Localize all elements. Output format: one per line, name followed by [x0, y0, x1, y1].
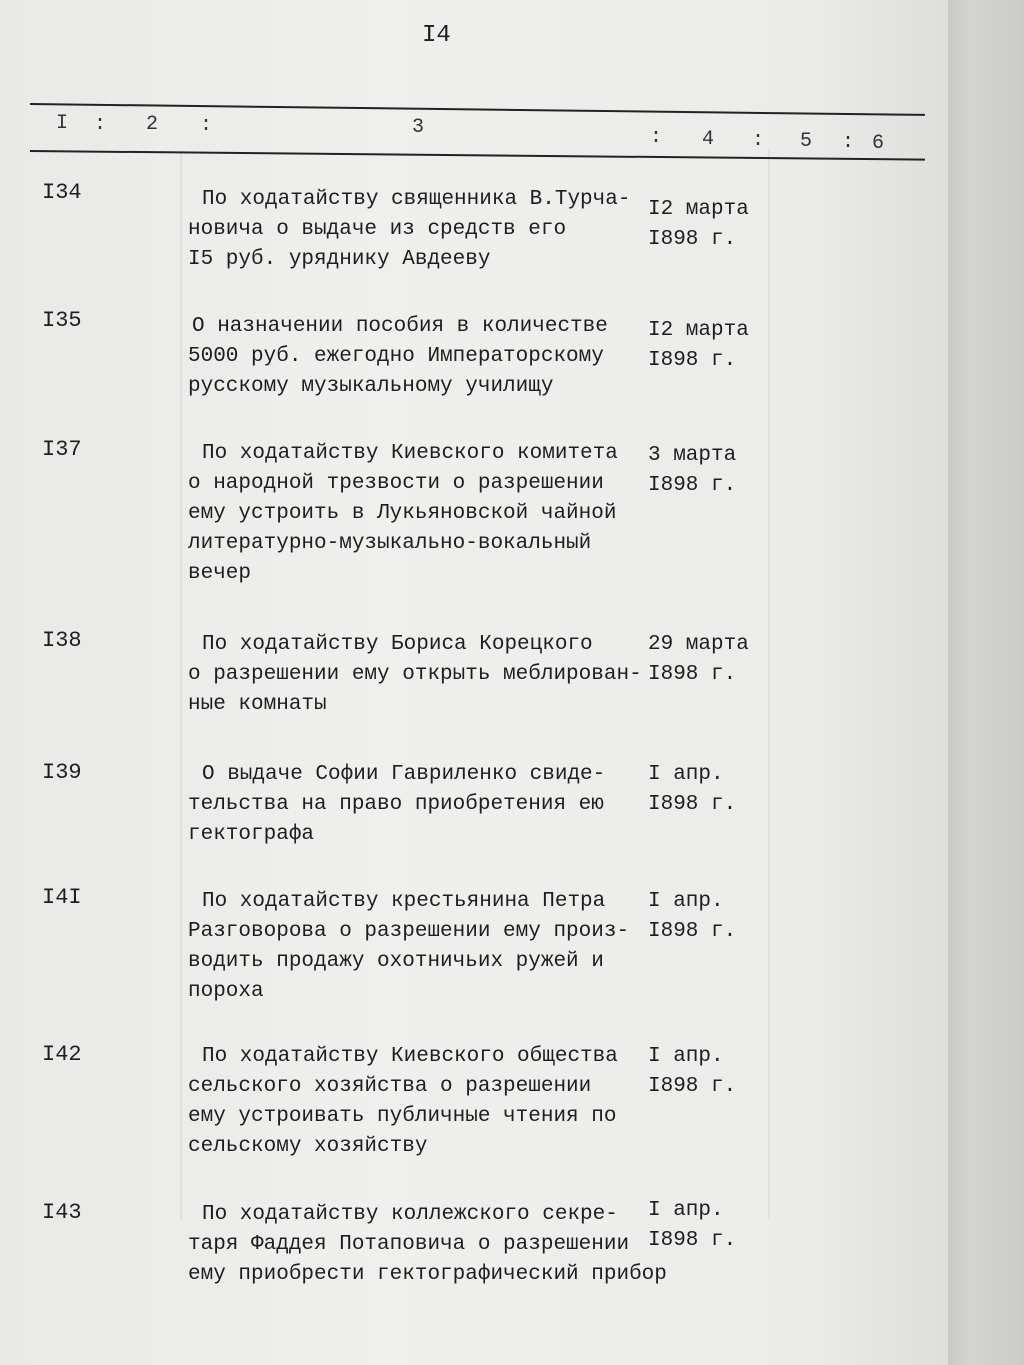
- description-line: водить продажу охотничьих ружей и: [188, 950, 604, 973]
- description-line: вечер: [188, 562, 252, 585]
- column-header-6: 6: [872, 132, 885, 155]
- description-line: По ходатайству Киевского общества: [202, 1045, 618, 1068]
- date-line: I апр.: [648, 890, 724, 913]
- date-line: I апр.: [648, 1199, 724, 1222]
- date-line: I898 г.: [648, 474, 737, 497]
- description-line: ему устроивать публичные чтения по: [188, 1105, 617, 1128]
- column-header-4: 4: [702, 128, 715, 151]
- column-header-2: 2: [146, 113, 159, 136]
- column-separator: :: [752, 129, 765, 152]
- date-line: I898 г.: [648, 1075, 737, 1098]
- date-line: I2 марта: [648, 198, 749, 221]
- date-line: I апр.: [648, 763, 724, 786]
- description-line: О назначении пособия в количестве: [192, 315, 608, 338]
- column-separator: :: [842, 131, 855, 154]
- entry-description: [188, 439, 658, 589]
- entry-number: I34: [42, 180, 82, 205]
- column-separator: :: [94, 113, 107, 136]
- date-line: I898 г.: [648, 349, 737, 372]
- column-separator: :: [200, 114, 213, 137]
- date-line: I898 г.: [648, 793, 737, 816]
- description-line: русскому музыкальному училищу: [188, 375, 554, 398]
- entry-description: [188, 1200, 667, 1290]
- date-line: I2 марта: [648, 319, 749, 342]
- entry-number: I37: [42, 437, 82, 462]
- entry-date: [648, 630, 749, 690]
- header-rule-top: [30, 103, 925, 116]
- description-line: I5 руб. уряднику Авдееву: [188, 248, 491, 271]
- entry-description: [188, 1042, 658, 1162]
- entry-date: [648, 316, 749, 376]
- column-header-1: I: [56, 112, 69, 135]
- entry-description: [188, 630, 658, 720]
- description-line: По ходатайству Бориса Корецкого: [202, 633, 593, 656]
- description-line: о народной трезвости о разрешении: [188, 472, 604, 495]
- description-line: По ходатайству коллежского секре-: [202, 1203, 618, 1226]
- description-line: новича о выдаче из средств его: [188, 218, 567, 241]
- entry-number: I38: [42, 628, 82, 653]
- description-line: о разрешении ему открыть меблирован-: [188, 663, 642, 686]
- page-edge-shadow: [948, 0, 1024, 1365]
- description-line: литературно-музыкально-вокальный: [188, 532, 592, 555]
- description-line: ные комнаты: [188, 693, 327, 716]
- entry-number: I43: [42, 1200, 82, 1225]
- description-line: О выдаче Софии Гавриленко свиде-: [202, 763, 606, 786]
- entry-description: [188, 185, 658, 275]
- date-line: I апр.: [648, 1045, 724, 1068]
- description-line: Разговорова о разрешении ему произ-: [188, 920, 630, 943]
- description-line: сельскому хозяйству: [188, 1135, 428, 1158]
- entry-number: I39: [42, 760, 82, 785]
- date-line: 3 марта: [648, 444, 737, 467]
- entry-date: [648, 1196, 736, 1256]
- date-line: I898 г.: [648, 228, 737, 251]
- column-separator: :: [650, 126, 663, 149]
- entry-number: I35: [42, 308, 82, 333]
- page-number: I4: [422, 22, 451, 49]
- entry-description: [188, 887, 658, 1007]
- entry-date: [648, 441, 736, 501]
- description-line: ему приобрести гектографический прибор: [188, 1263, 667, 1286]
- date-line: I898 г.: [648, 663, 737, 686]
- date-line: I898 г.: [648, 920, 737, 943]
- description-line: По ходатайству крестьянина Петра: [202, 890, 606, 913]
- entry-date: [648, 1042, 736, 1102]
- entry-date: [648, 195, 749, 255]
- description-line: пороха: [188, 980, 264, 1003]
- description-line: ему устроить в Лукьяновской чайной: [188, 502, 617, 525]
- description-line: таря Фаддея Потаповича о разрешении: [188, 1233, 630, 1256]
- description-line: сельского хозяйства о разрешении: [188, 1075, 592, 1098]
- entry-description: [188, 312, 658, 402]
- description-line: По ходатайству Киевского комитета: [202, 442, 618, 465]
- description-line: По ходатайству священника В.Турча-: [202, 188, 631, 211]
- entry-number: I42: [42, 1042, 82, 1067]
- entry-date: [648, 760, 736, 820]
- description-line: гектографа: [188, 823, 315, 846]
- date-line: I898 г.: [648, 1229, 737, 1252]
- entry-date: [648, 887, 736, 947]
- description-line: 5000 руб. ежегодно Императорскому: [188, 345, 604, 368]
- date-line: 29 марта: [648, 633, 749, 656]
- entry-number: I4I: [42, 885, 82, 910]
- entry-description: [188, 760, 658, 850]
- column-header-3: 3: [412, 116, 425, 139]
- description-line: тельства на право приобретения ею: [188, 793, 604, 816]
- column-header-5: 5: [800, 130, 813, 153]
